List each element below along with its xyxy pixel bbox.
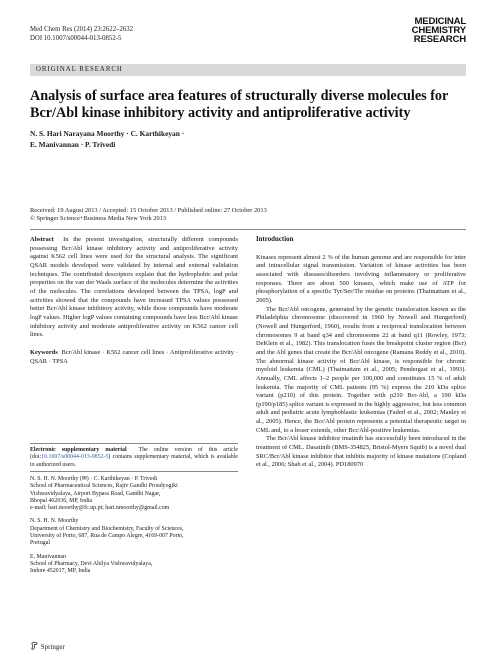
- publisher-footer: [30, 641, 65, 651]
- esm-post: ) contains supplementary material, which is available to authorized users.: [30, 454, 238, 468]
- affiliation-names: N. S. H. N. Moorthy: [30, 518, 79, 525]
- doi-line: DOI 10.1007/s00044-013-0852-5: [30, 35, 122, 42]
- affiliation-block: [30, 476, 238, 512]
- abstract-heading: Abstract: [30, 236, 54, 243]
- left-column: [30, 236, 238, 366]
- affiliation-line: University of Porto, 687, Rua de Campo Alegre, 4169-007 Porto,: [30, 533, 184, 540]
- affiliation-line: Vishwavidyalaya, Airport Bypass Road, Gandhi Nagar,: [30, 490, 161, 497]
- keywords-heading: Keywords: [30, 348, 58, 356]
- esm-heading: Electronic supplementary material: [30, 447, 127, 453]
- affiliation-line: Indore 452017, MP, India: [30, 568, 91, 575]
- journal-citation: [30, 25, 133, 43]
- intro-paragraph-1: Kinases represent almost 2 % of the human genome and are responsible for inter and intracellular signal transmission. Variation of kinase activities has been associated with diseases/disorders involving inflammatory or proliferative responses. There are about 500 kinases, which make use of ATP for phosphorylation of a specific Tyr/Ser/Thr residue on proteins (Thaimattam et al., 2005).: [256, 253, 466, 304]
- affiliation-divider: [30, 471, 238, 472]
- divider: [30, 229, 466, 230]
- esm-pre: The online version of this article (doi:: [30, 447, 238, 461]
- affiliation-block: [30, 518, 238, 547]
- journal-volume-line: Med Chem Res (2014) 23:2622–2632: [30, 26, 134, 33]
- journal-logo: [412, 17, 466, 45]
- keywords-text: Bcr/Abl kinase · K562 cancer cell lines · Antiproliferative activity · QSAR · TPSA: [30, 348, 238, 365]
- email-line[interactable]: e-mail: hari.moorthy@fc.up.pt; hari.nmoorthy@gmail.com: [30, 505, 170, 512]
- author-line-2: E. Manivannan · P. Trivedi: [30, 140, 116, 149]
- logo-line-1: MEDICINAL: [414, 16, 466, 27]
- affiliation-line: Bhopal 462036, MP, India: [30, 497, 93, 504]
- supplementary-note: [30, 447, 238, 469]
- affiliation-line: School of Pharmacy, Devi Ahilya Vishwavidyalaya,: [30, 560, 153, 567]
- intro-paragraph-2: The Bcr/Abl oncogene, generated by the genetic translocation known as the Philadelphia chromosome (discovered in 1960 by Nowell and Hungerford) (Nowell and Hungerford, 1960), results from a reciprocal translocation between chromosomes 9 at band q34 and chromosome 22 at band q11 (Rowley, 1973; DeKlein et al., 1982). This translocation fuses the breakpoint cluster region (Bcr) and the Abl genes that create the Bcr/Abl oncogene (Ramana Reddy et al., 2010). The abnormal kinase activity of Bcr/Abl kinase, is responsible for chronic myeloid leukemia (CML) (Thaimattam et al., 2005; Pendergast et al., 1993). Annually, CML affects 1–2 people per 100,000 and constitutes 15 % of adult leukemia. The majority of CML patients (95 %) express the 210 kDa splice variant (p210) of this protein. Together with p210 Bcr-Abl, a 190 kDa (p190/p185) splice variant is expressed in the highly aggressive, but less common adult and pediatric acute lymphoblastic leukemias (Faderl et al., 2002; Manley et al., 2005). Hence, the Bcr/Abl protein represents a potential therapeutic target in CML and, to a lesser extends, other Bcr/Abl-positive leukemias.: [256, 305, 466, 434]
- intro-heading: Introduction: [256, 236, 294, 243]
- affiliation-names: E. Manivannan: [30, 553, 66, 560]
- esm-divider: [30, 443, 238, 444]
- affiliation-block: [30, 554, 238, 576]
- affiliation-names: N. S. H. N. Moorthy (✉) · C. Karthikeyan · P. Trivedi: [30, 476, 158, 482]
- springer-horse-icon: [30, 641, 39, 650]
- right-column: [256, 236, 466, 470]
- affiliations: [30, 476, 238, 576]
- copyright-line: © Springer Science+Business Media New York 2013: [30, 215, 167, 223]
- logo-line-2: CHEMISTRY: [411, 25, 466, 37]
- intro-paragraph-3: The Bcr/Abl kinase inhibitor imatinib has successfully been introduced in the treatment of CML. Dasatinib (BMS-354825, Bristol-Myers Squib) is a novel dual SRC/Bcr/Abl kinase inhibitor that inhibits majority of kinase mutations (Copland et al., 2006; Shah et al., 2004). PD180970: [256, 435, 466, 469]
- abstract-text: In the present investigation, structurally different compounds possessing Bcr/Abl kinase inhibitory activity and antiproliferative activity against K562 cell lines were used for the structural analysis. The significant QSAR models developed were validated by internal and external validation techniques. The contributed descriptors explain that the hydrophobic and polar properties on the van der Waals surface of the molecules determine the activities of the molecules. The correlations developed between the TPSA, logP and activities showed that the compounds have increased TPSA values possessed better Bcr/Abl kinase inhibitory activity, while those compounds have moderate logP values. Higher logP values containing compounds have less Bcr/Abl kinase inhibitory activity and moderate antiproliferative activity on K562 cancer cell lines.: [30, 236, 238, 339]
- affiliation-line: Department of Chemistry and Biochemistry, Faculty of Sciences,: [30, 525, 184, 532]
- affiliation-line: School of Pharmaceutical Sciences, Rajiv Gandhi Proudyogiki: [30, 483, 178, 490]
- section-label: ORIGINAL RESEARCH: [30, 64, 466, 76]
- abstract: [30, 236, 238, 340]
- doi-link[interactable]: 10.1007/s00044-013-0852-5: [41, 454, 109, 461]
- article-title: Analysis of surface area features of structurally diverse molecules for Bcr/Abl kinase inhibitory activity and antiproliferative activity: [30, 88, 449, 121]
- publication-dates: [30, 207, 267, 224]
- publisher-name: Springer: [40, 643, 65, 651]
- author-line-1: N. S. Hari Narayana Moorthy · C. Karthikeyan ·: [30, 129, 185, 138]
- affiliation-line: Portugal: [30, 540, 50, 547]
- logo-line-3: RESEARCH: [413, 34, 466, 46]
- author-list: [30, 128, 390, 150]
- keywords: [30, 349, 238, 366]
- dates-line: Received: 19 August 2013 / Accepted: 15 October 2013 / Published online: 27 October 2013: [30, 207, 267, 214]
